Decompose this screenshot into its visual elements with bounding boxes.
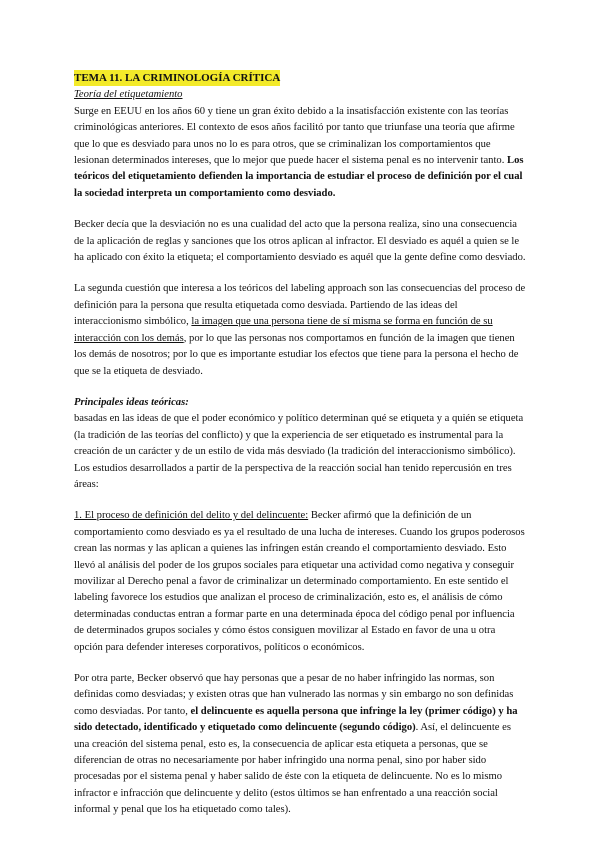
- page-title: TEMA 11. LA CRIMINOLOGÍA CRÍTICA: [74, 70, 280, 86]
- otra-parte-c: . Así, el delincuente es una creación del sistema penal, esto es, la consecuencia de aplicar esta etiqueta a personas, que se diferencian de otras no necesariamente por haber infringido una norma penal, sino por haber sido procesadas por el sistema penal y haber salido de éste con la etiqueta de delincuente. No es lo mismo infractor e infracción que delincuente y delito (estos últimos se han enfrentado a una reacción social informal y penal que los ha etiquetado como tales).: [74, 722, 511, 816]
- paragraph-intro-text: Surge en EEUU en los años 60 y tiene un gran éxito debido a la insatisfacción existente con las teorías criminológicas anteriores. El contexto de esos años facilitó por tanto que triunfase una teoría que afirme que lo que es desviado para unos no lo es para otros, que se criminalizan los comportamientos que lesionan determinados intereses, que lo mejor que puede hacer el sistema penal es no intervenir tanto.: [74, 105, 515, 167]
- paragraph-second-question-underline: la imagen que una persona tiene de sí misma se forma en función de su interacción con los demás: [74, 316, 493, 344]
- document-page: [74, 70, 526, 819]
- paragraph-main-ideas: [74, 395, 526, 493]
- paragraph-intro: [74, 104, 526, 202]
- definition-process-text: Becker afirmó que la definición de un comportamiento como desviado es ya el resultado de una lucha de intereses. Cuando los grupos poderosos crean las normas y las aplican a quienes las infringen están creando el comportamiento desviado. Esto llevó al análisis del poder de los grupos sociales para etiquetar una actividad como negativa y conseguir movilizar al Derecho penal a favor de criminalizar un determinado comportamiento. En este sentido el labeling favorece los estudios que analizan el proceso de criminalización, esto es, el análisis de cómo determinadas conductas entran a formar parte en una determinada época del código penal por influencia de determinados grupos sociales y cómo éstos consiguen movilizar al Estado en favor de una u otra opción para defender intereses corporativos, políticos o económicos.: [74, 510, 525, 653]
- otra-parte-bold: el delincuente es aquella persona que infringe la ley (primer código) y ha sido detectado, identificado y etiquetado como delincuente (segundo código): [74, 705, 518, 734]
- main-ideas-text: basadas en las ideas de que el poder económico y político determinan qué se etiqueta y a quién se etiqueta (la tradición de las teorías del conflicto) y que la experiencia de ser etiquetado es instrumental para la creación de un carácter y de un estilo de vida más desviado (la tradición del interaccionismo simbólico). Los estudios desarrollados a partir de la perspectiva de la reacción social han tenido repercusión en tres áreas:: [74, 413, 524, 490]
- section-subtitle: Teoría del etiquetamiento: [74, 89, 183, 101]
- otra-parte-a: Por otra parte, Becker observó que hay personas que a pesar de no haber infringido las normas, son definidas como desviadas; y existen otras que han vulnerado las normas y sin embargo no son definidas como desviadas. Por tanto,: [74, 673, 514, 717]
- paragraph-second-question-b: , por lo que las personas nos comportamos en función de la imagen que tienen los demás de nosotros; por lo que es importante estudiar los efectos que tiene para la persona el hecho de que se la etiqueta de desviado.: [74, 332, 519, 377]
- paragraph-definition-process: [74, 508, 526, 656]
- paragraph-intro-bold: Los teóricos del etiquetamiento defienden la importancia de estudiar el proceso de definición por el cual la sociedad interpreta un comportamiento como desviado.: [74, 155, 524, 199]
- paragraph-otra-parte: [74, 671, 526, 819]
- main-ideas-heading: Principales ideas teóricas:: [74, 396, 189, 408]
- definition-process-heading: 1. El proceso de definición del delito y del delincuente:: [74, 510, 309, 522]
- paragraph-second-question: [74, 281, 526, 379]
- paragraph-becker: Becker decía que la desviación no es una cualidad del acto que la persona realiza, sino una consecuencia de la aplicación de reglas y sanciones que los otros aplican al infractor. El desviado es aquél a quien se le ha aplicado con éxito la etiqueta; el comportamiento desviado es aquél que la gente define como desviado.: [74, 219, 526, 264]
- paragraph-second-question-a: La segunda cuestión que interesa a los teóricos del labeling approach son las consecuencias del proceso de definición para la persona que resulta etiquetada como desviada. Partiendo de las ideas del interaccionismo simbólico,: [74, 283, 526, 328]
